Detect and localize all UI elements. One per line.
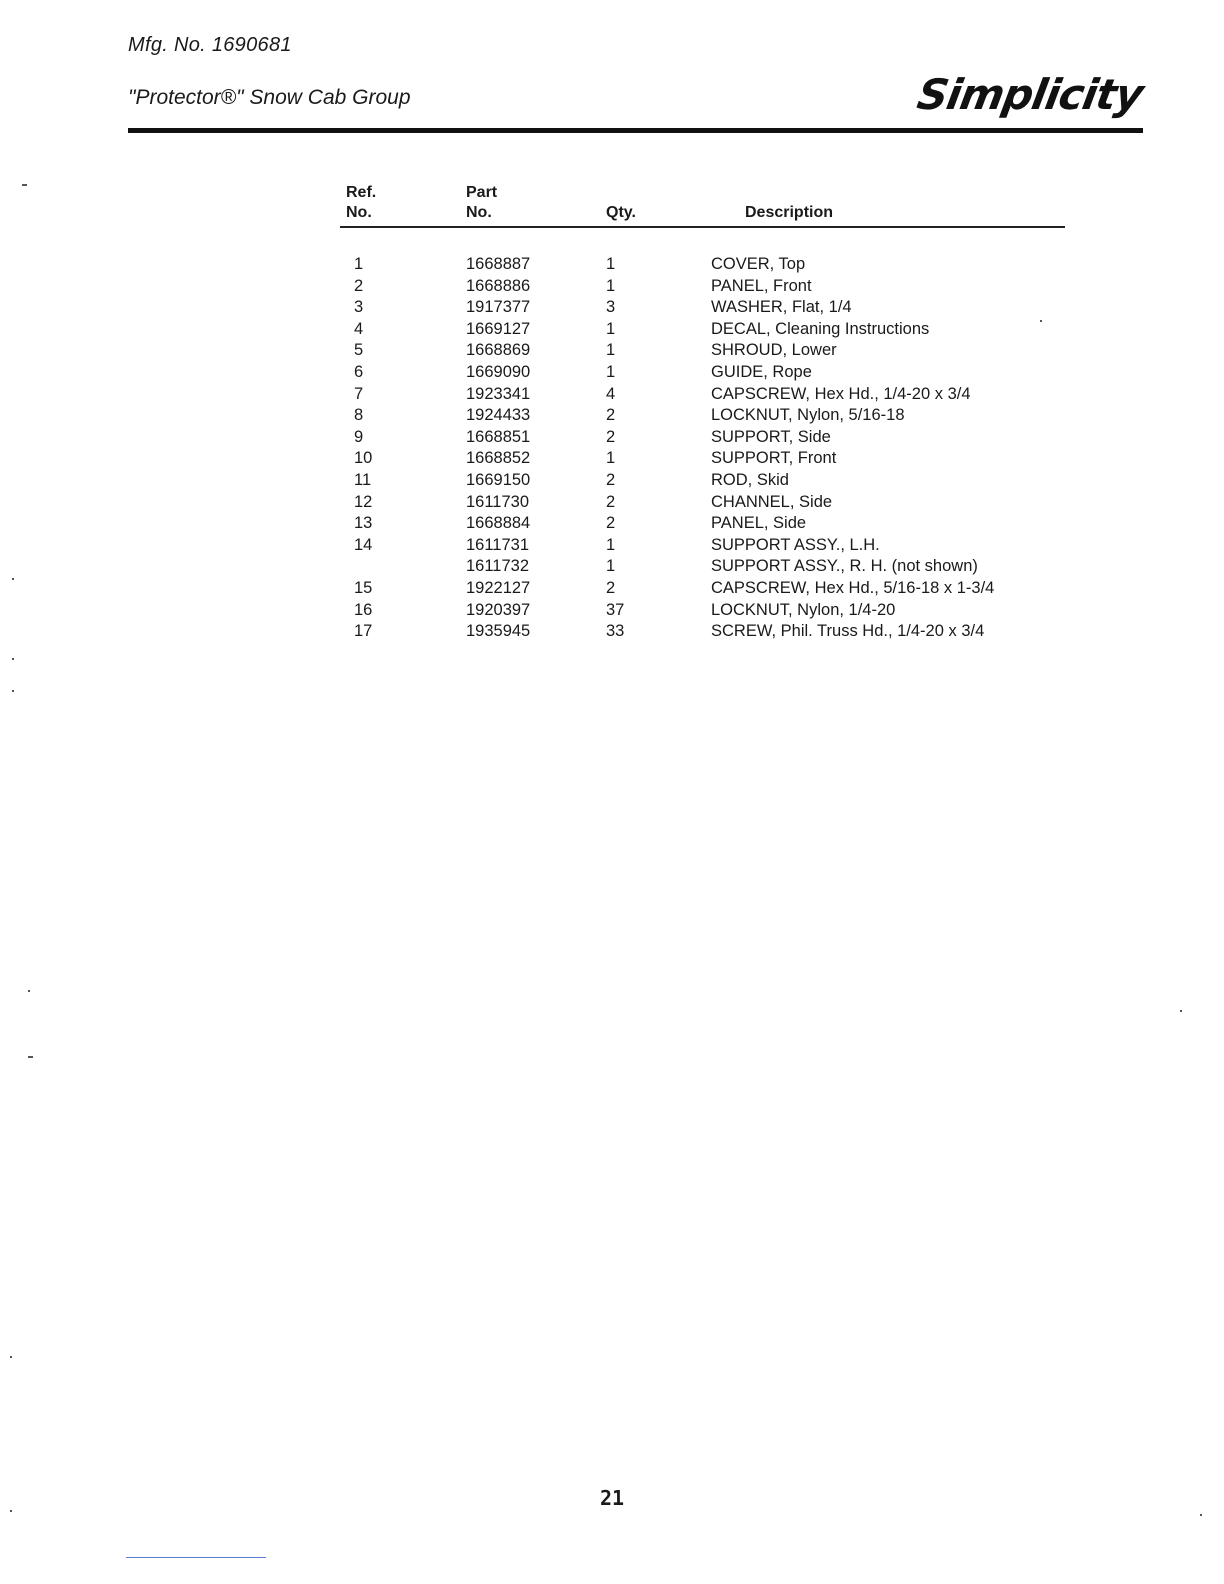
description-cell: LOCKNUT, Nylon, 5/16-18 xyxy=(711,406,905,425)
description-cell: WASHER, Flat, 1/4 xyxy=(711,298,852,317)
description-cell: CAPSCREW, Hex Hd., 1/4-20 x 3/4 xyxy=(711,384,971,403)
header-qty: Qty. xyxy=(606,183,711,227)
scan-speck xyxy=(10,1356,12,1358)
header-rule xyxy=(128,128,1143,133)
description-cell: SHROUD, Lower xyxy=(711,341,837,360)
ref-no-cell: 14 xyxy=(354,535,373,554)
qty-cell: 2 xyxy=(606,514,616,533)
table-row xyxy=(340,340,1065,362)
brand-logo: Simplicity xyxy=(913,70,1147,119)
table-row xyxy=(340,276,1065,298)
qty-cell: 2 xyxy=(606,406,616,425)
qty-cell: 1 xyxy=(606,449,616,468)
ref-no-cell: 17 xyxy=(354,622,373,641)
description-cell: SCREW, Phil. Truss Hd., 1/4-20 x 3/4 xyxy=(711,622,985,641)
scan-speck xyxy=(1200,1514,1202,1516)
description-cell: SUPPORT ASSY., R. H. (not shown) xyxy=(711,557,978,576)
table-row xyxy=(340,254,1065,276)
part-no-cell: 1668884 xyxy=(466,514,531,533)
qty-cell: 1 xyxy=(606,255,616,273)
qty-cell: 33 xyxy=(606,622,625,641)
part-no-cell: 1920397 xyxy=(466,600,531,619)
ref-no-cell: 5 xyxy=(354,341,364,360)
qty-cell: 2 xyxy=(606,470,616,489)
ref-no-cell: 7 xyxy=(354,384,364,403)
qty-cell: 1 xyxy=(606,341,616,360)
qty-cell: 1 xyxy=(606,535,616,554)
table-row xyxy=(340,384,1065,406)
ref-no-cell: 8 xyxy=(354,406,364,425)
table-row xyxy=(340,448,1065,470)
table-row xyxy=(340,297,1065,319)
ref-no-cell: 11 xyxy=(354,470,372,489)
table-row xyxy=(340,578,1065,600)
description-cell: SUPPORT, Front xyxy=(711,449,837,468)
description-cell: PANEL, Side xyxy=(711,514,807,533)
section-title: "Protector®" Snow Cab Group xyxy=(128,86,411,109)
header-description: Description xyxy=(711,183,1065,227)
part-no-cell: 1668869 xyxy=(466,341,531,360)
mfg-number: Mfg. No. 1690681 xyxy=(128,34,292,56)
part-no-cell: 1935945 xyxy=(466,622,531,641)
scan-speck xyxy=(10,1510,12,1512)
part-no-cell: 1668852 xyxy=(466,449,531,468)
scan-speck xyxy=(28,1056,33,1058)
description-cell: ROD, Skid xyxy=(711,470,789,489)
description-cell: DECAL, Cleaning Instructions xyxy=(711,319,930,338)
part-no-cell: 1922127 xyxy=(466,578,531,597)
table-row xyxy=(340,621,1065,643)
qty-cell: 1 xyxy=(606,362,616,381)
scan-speck xyxy=(12,690,14,692)
part-no-cell: 1669150 xyxy=(466,470,531,489)
part-no-cell: 1669090 xyxy=(466,362,531,381)
ref-no-cell: 10 xyxy=(354,449,373,468)
scan-speck xyxy=(1040,320,1042,322)
description-cell: CHANNEL, Side xyxy=(711,492,833,511)
qty-cell: 37 xyxy=(606,600,625,619)
part-no-cell: 1669127 xyxy=(466,319,531,338)
table-row xyxy=(340,470,1065,492)
ref-no-cell: 2 xyxy=(354,276,364,295)
part-no-cell: 1917377 xyxy=(466,298,531,317)
description-cell: COVER, Top xyxy=(711,255,806,273)
ref-no-cell: 3 xyxy=(354,298,364,317)
description-cell: SUPPORT, Side xyxy=(711,427,831,446)
part-no-cell: 1668886 xyxy=(466,276,531,295)
description-cell: LOCKNUT, Nylon, 1/4-20 xyxy=(711,600,896,619)
part-no-cell: 1611731 xyxy=(466,535,530,554)
table-row xyxy=(340,535,1065,557)
qty-cell: 2 xyxy=(606,427,616,446)
table-row xyxy=(340,556,1065,578)
parts-table xyxy=(340,183,1065,643)
qty-cell: 1 xyxy=(606,557,616,576)
page-number: 21 xyxy=(599,1486,625,1510)
scan-speck xyxy=(1180,1010,1182,1012)
header-ref-no: Ref. No. xyxy=(340,183,466,227)
table-row xyxy=(340,405,1065,427)
part-no-cell: 1923341 xyxy=(466,384,531,403)
table-header-row xyxy=(340,183,1065,227)
table-row xyxy=(340,600,1065,622)
part-no-cell: 1668887 xyxy=(466,255,531,273)
qty-cell: 3 xyxy=(606,298,616,317)
scan-speck xyxy=(22,184,27,186)
header-part-no: Part No. xyxy=(466,183,606,227)
qty-cell: 2 xyxy=(606,492,616,511)
part-no-cell: 1611732 xyxy=(466,557,530,576)
qty-cell: 1 xyxy=(606,319,616,338)
header-spacer xyxy=(340,227,1065,254)
ref-no-cell: 15 xyxy=(354,578,373,597)
table-row xyxy=(340,427,1065,449)
description-cell: PANEL, Front xyxy=(711,276,812,295)
part-no-cell: 1924433 xyxy=(466,406,531,425)
part-no-cell: 1668851 xyxy=(466,427,531,446)
table-row xyxy=(340,319,1065,341)
qty-cell: 4 xyxy=(606,384,616,403)
scan-speck xyxy=(28,990,30,992)
ref-no-cell: 16 xyxy=(354,600,373,619)
scan-speck xyxy=(12,578,14,580)
footer-link-line xyxy=(126,1557,266,1558)
qty-cell: 2 xyxy=(606,578,616,597)
ref-no-cell: 4 xyxy=(354,319,364,338)
ref-no-cell: 9 xyxy=(354,427,364,446)
ref-no-cell: 13 xyxy=(354,514,373,533)
description-cell: GUIDE, Rope xyxy=(711,362,812,381)
description-cell: CAPSCREW, Hex Hd., 5/16-18 x 1-3/4 xyxy=(711,578,995,597)
description-cell: SUPPORT ASSY., L.H. xyxy=(711,535,880,554)
ref-no-cell: 6 xyxy=(354,362,364,381)
scan-speck xyxy=(12,658,14,660)
table-row xyxy=(340,492,1065,514)
ref-no-cell: 1 xyxy=(354,255,364,273)
table-row xyxy=(340,513,1065,535)
qty-cell: 1 xyxy=(606,276,616,295)
ref-no-cell xyxy=(340,556,466,578)
table-row xyxy=(340,362,1065,384)
ref-no-cell: 12 xyxy=(354,492,373,511)
part-no-cell: 1611730 xyxy=(466,492,530,511)
